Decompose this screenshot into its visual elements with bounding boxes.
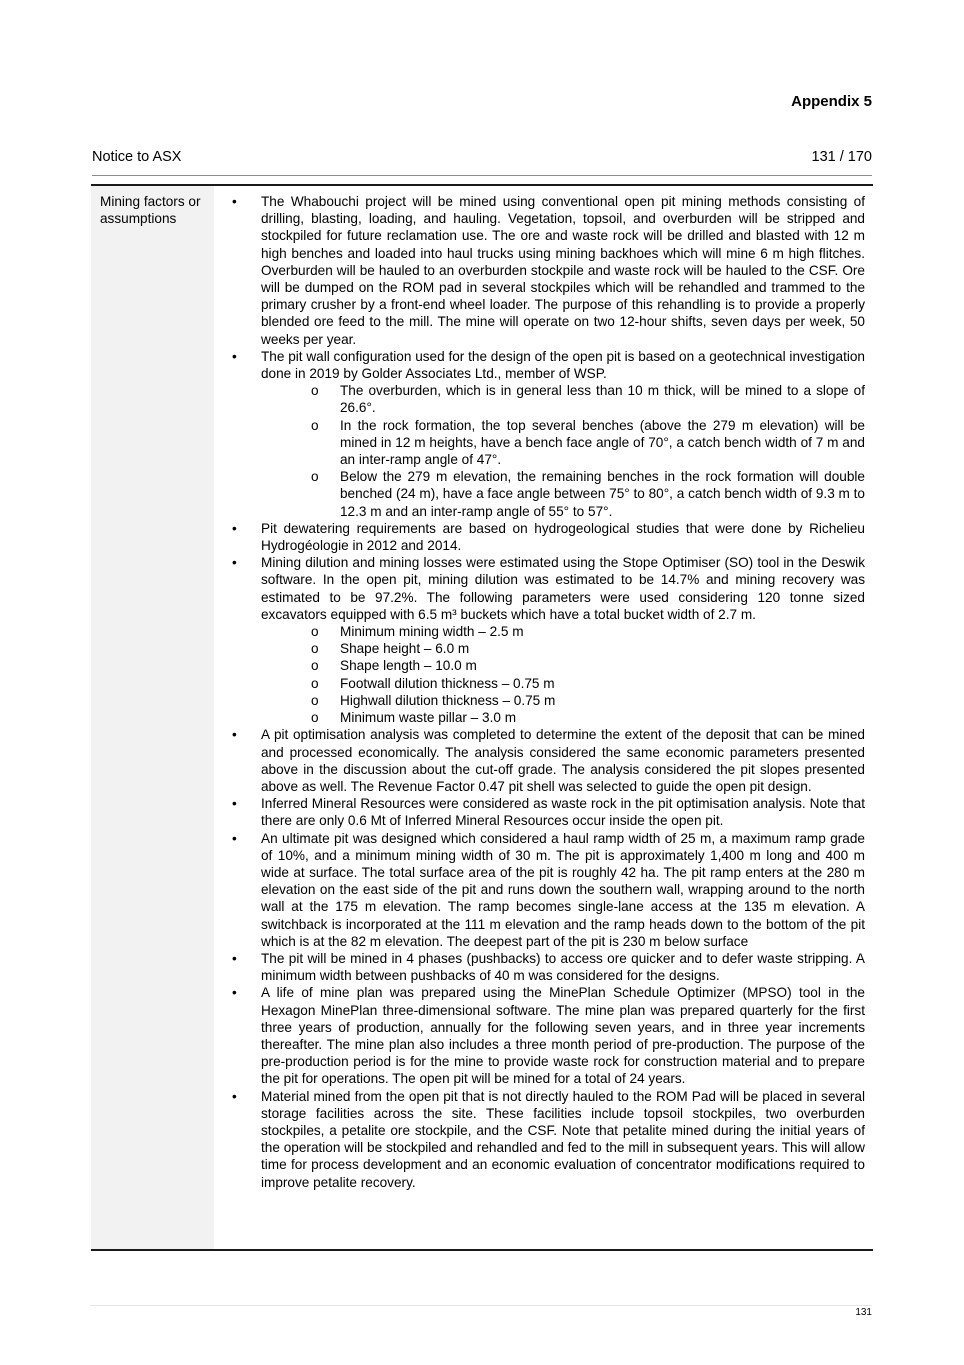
- sub-bullet-item: [261, 657, 865, 674]
- bullet-marker: •: [232, 555, 237, 571]
- sub-bullet-item: [261, 709, 865, 726]
- bullet-text: The pit wall configuration used for the design of the open pit is based on a geotechnical investigation done in 2019 by Golder Associates Ltd., member of WSP.: [261, 348, 865, 382]
- sub-bullet-marker: o: [311, 469, 319, 485]
- sub-bullet-marker: o: [311, 710, 319, 726]
- sub-bullet-item: [261, 640, 865, 657]
- bullet-marker: •: [232, 520, 237, 536]
- bullet-marker: •: [232, 830, 237, 846]
- bullet-marker: •: [232, 1088, 237, 1104]
- bullet-text: A pit optimisation analysis was completed to determine the extent of the deposit that can be mined and processed economically. The analysis considered the same economic parameters presented above in the discussion about the cut-off grade. The analysis considered the pit slopes presented above as well. The Revenue Factor 0.47 pit shell was selected to guide the open pit design.: [261, 727, 865, 794]
- sub-bullet-marker: o: [311, 675, 319, 691]
- bullet-text: The Whabouchi project will be mined using conventional open pit mining methods consisting of drilling, blasting, loading, and hauling. Vegetation, topsoil, and overburden will be stripped and stockpiled for future reclamation use. The ore and waste rock will be drilled and blasted with 12 m high benches and loaded into haul trucks using mining backhoes which will mine 6 m high flitches. Overburden will be hauled to an overburden stockpile and waste rock will be hauled to the CSF. Ore will be dumped on the ROM pad in several stockpiles which will be rehandled and trammed to the primary crusher by a front-end wheel loader. The purpose of this rehandling is to provide a properly blended ore feed to the mill. The mine will operate on two 12-hour shifts, seven days per week, 50 weeks per year.: [261, 194, 865, 347]
- bullet-marker: •: [232, 194, 237, 209]
- sub-bullet-text: The overburden, which is in general less than 10 m thick, will be mined to a slope of 26.6°.: [340, 383, 865, 416]
- row-content: [214, 186, 873, 1249]
- bullet-marker: •: [232, 950, 237, 966]
- sub-bullet-text: In the rock formation, the top several benches (above the 279 m elevation) will be mined in 12 m heights, have a bench face angle of 70°, a catch bench width of 7 m and an inter-ramp angle of 47°.: [340, 417, 865, 468]
- bullet-marker: •: [232, 985, 237, 1001]
- sub-bullet-list: [261, 623, 865, 726]
- bullet-item: [214, 193, 865, 348]
- bullet-marker: •: [232, 727, 237, 743]
- sub-bullet-item: [261, 623, 865, 640]
- appendix-label: Appendix 5: [791, 93, 872, 110]
- sub-bullet-text: Shape length – 10.0 m: [340, 658, 477, 674]
- sub-bullet-text: Below the 279 m elevation, the remaining benches in the rock formation will double benched (24 m), have a face angle between 75° to 80°, a catch bench width of 9.3 m to 12.3 m and an inter-ramp angle of 55° to 57°.: [340, 469, 865, 519]
- bullet-item: [214, 984, 865, 1087]
- footer-divider: [90, 1305, 872, 1306]
- bullet-item: [214, 554, 865, 726]
- bullet-item: [214, 830, 865, 950]
- sub-bullet-marker: o: [311, 624, 319, 640]
- row-label: Mining factors or assumptions: [91, 186, 214, 1249]
- page-reference: 131 / 170: [811, 149, 872, 165]
- sub-bullet-marker: o: [311, 641, 319, 657]
- sub-bullet-marker: o: [311, 417, 319, 433]
- bullet-text: The pit will be mined in 4 phases (pushbacks) to access ore quicker and to defer waste stripping. A minimum width between pushbacks of 40 m was considered for the designs.: [261, 950, 865, 984]
- page-header: [92, 149, 872, 165]
- bullet-item: [214, 795, 865, 829]
- sub-bullet-item: [261, 468, 865, 520]
- sub-bullet-marker: o: [311, 692, 319, 708]
- bullet-text: Material mined from the open pit that is not directly hauled to the ROM Pad will be placed in several storage facilities across the site. These facilities include topsoil stockpiles, two overburden stockpiles, a petalite ore stockpile, and the CSF. Note that petalite mined during the initial years of the operation will be stockpiled and rehandled and fed to the mill in subsequent years. This will allow time for process development and an economic evaluation of concentrator modifications required to improve petalite recovery.: [261, 1088, 865, 1190]
- sub-bullet-item: [261, 382, 865, 416]
- sub-bullet-item: [261, 675, 865, 692]
- document-title: Notice to ASX: [92, 149, 182, 165]
- bullet-item: [214, 348, 865, 520]
- sub-bullet-text: Minimum waste pillar – 3.0 m: [340, 710, 517, 726]
- sub-bullet-item: [261, 692, 865, 709]
- header-divider: [92, 175, 872, 176]
- bullet-marker: •: [232, 348, 237, 364]
- bullet-text: Mining dilution and mining losses were estimated using the Stope Optimiser (SO) tool in the Deswik software. In the open pit, mining dilution was estimated to be 14.7% and mining recovery was estimated to be 97.2%. The following parameters were used considering 120 tonne sized excavators equipped with 6.5 m³ buckets which have a total bucket width of 2.7 m.: [261, 555, 865, 622]
- sub-bullet-text: Footwall dilution thickness – 0.75 m: [340, 675, 555, 691]
- bullet-item: [214, 950, 865, 984]
- bullet-item: [214, 726, 865, 795]
- bullet-text: Inferred Mineral Resources were considered as waste rock in the pit optimisation analysis. Note that there are only 0.6 Mt of Inferred Mineral Resources occur inside the open pit.: [261, 796, 865, 829]
- page-number: 131: [855, 1307, 872, 1318]
- mining-factors-table: [91, 184, 873, 1251]
- bullet-list: [214, 193, 865, 1191]
- sub-bullet-text: Highwall dilution thickness – 0.75 m: [340, 692, 556, 708]
- bullet-text: Pit dewatering requirements are based on hydrogeological studies that were done by Richelieu Hydrogéologie in 2012 and 2014.: [261, 520, 865, 554]
- bullet-item: [214, 520, 865, 554]
- sub-bullet-item: [261, 417, 865, 469]
- sub-bullet-text: Minimum mining width – 2.5 m: [340, 624, 524, 640]
- sub-bullet-marker: o: [311, 383, 319, 399]
- bullet-item: [214, 1088, 865, 1191]
- sub-bullet-text: Shape height – 6.0 m: [340, 641, 470, 657]
- sub-bullet-marker: o: [311, 658, 319, 674]
- sub-bullet-list: [261, 382, 865, 520]
- bullet-text: An ultimate pit was designed which considered a haul ramp width of 25 m, a maximum ramp grade of 10%, and a minimum mining width of 30 m. The pit is approximately 1,400 m long and 400 m wide at surface. The total surface area of the pit is roughly 42 ha. The pit ramp enters at the 280 m elevation on the east side of the pit and runs down the southern wall, wrapping around to the north wall at the 175 m elevation. The ramp becomes single-lane access at the 135 m elevation. A switchback is incorporated at the 111 m elevation and the ramp heads down to the bottom of the pit which is at the 82 m elevation. The deepest part of the pit is 230 m below surface: [261, 830, 865, 949]
- bullet-text: A life of mine plan was prepared using the MinePlan Schedule Optimizer (MPSO) tool in the Hexagon MinePlan three-dimensional software. The mine plan was prepared quarterly for the first three years of production, annually for the following seven years, and in three year increments thereafter. The mine plan also includes a three month period of pre-production. The purpose of the pre-production period is for the mine to provide waste rock for construction material and to prepare the pit for operations. The open pit will be mined for a total of 24 years.: [261, 985, 865, 1087]
- bullet-marker: •: [232, 796, 237, 812]
